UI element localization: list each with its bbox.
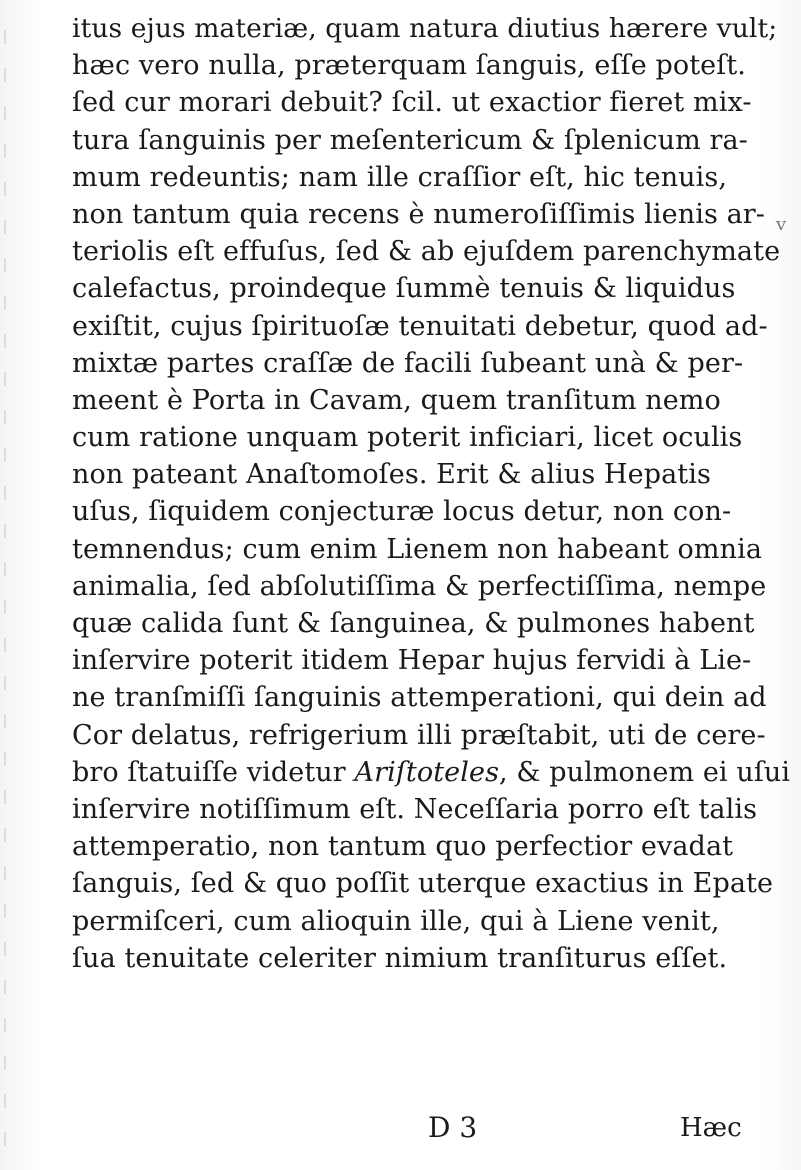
text-line: exiſtit, cujus ſpirituoſæ tenuitati debetur, quod ad- [72,310,768,342]
author-name-italic: Ariſtoteles [354,756,500,788]
text-line: ſed cur morari debuit? ſcil. ut exactior fieret mix- [72,87,752,119]
line-head: bro ſtatuiſſe videtur [72,756,355,788]
text-line-with-italic [72,754,791,791]
text-line: mixtæ partes craſſæ de facili ſubeant unà & per- [72,347,744,379]
text-line: uſus, ſiquidem conjecturæ locus detur, non con- [72,496,732,528]
page-footer [0,1108,801,1148]
text-line: non pateant Anaſtomoſes. Erit & alius Hepatis [72,459,711,491]
text-line: temnendus; cum enim Lienem non habeant omnia [72,533,763,565]
catchword: Hæc [680,1113,742,1143]
text-line: meent è Porta in Cavam, quem tranſitum nemo [72,384,721,416]
text-line: attemperatio, non tantum quo perfectior evadat [72,831,734,863]
line-tail: , & pulmonem ei uſui [499,756,791,788]
text-line: mum redeuntis; nam ille craſſior eſt, hic tenuis, [72,161,728,193]
text-line: teriolis eſt effuſus, ſed & ab ejuſdem parenchymate [72,236,781,268]
text-line: permiſceri, cum alioquin ille, qui à Liene venit, [72,905,720,937]
binding-edge [4,30,6,1150]
text-block [72,10,791,977]
text-line: ſua tenuitate celeriter nimium tranſiturus eſſet. [72,942,728,974]
text-line: ſanguis, ſed & quo poſſit uterque exactius in Epate [72,868,774,900]
text-line: cum ratione unquam poterit inficiari, licet oculis [72,422,743,454]
text-line: quæ calida ſunt & ſanguinea, & pulmones habent [72,608,755,639]
text-line: tura ſanguinis per meſentericum & ſplenicum ra- [72,124,748,156]
text-line: itus ejus materiæ, quam natura diutius hærere vult; [72,13,778,44]
text-line: Cor delatus, refrigerium illi præſtabit, uti de cere- [72,719,766,751]
text-line: hæc vero nulla, præterquam ſanguis, eſſe poteſt. [72,50,746,82]
text-line: animalia, ſed abſolutiſſima & perfectiſſima, nempe [72,570,767,602]
text-line: ne tranſmiſſi ſanguinis attemperationi, qui dein ad [72,682,767,714]
margin-mark: v [776,214,787,235]
signature-mark: D 3 [428,1111,478,1144]
text-line: inſervire notiſſimum eſt. Neceſſaria porro eſt talis [72,793,758,825]
text-line: non tantum quia recens è numeroſiſſimis lienis ar- [72,198,766,230]
text-line: calefactus, proindeque ſummè tenuis & liquidus [72,273,736,305]
text-line: inſervire poterit itidem Hepar hujus fervidi à Lie- [72,645,752,677]
